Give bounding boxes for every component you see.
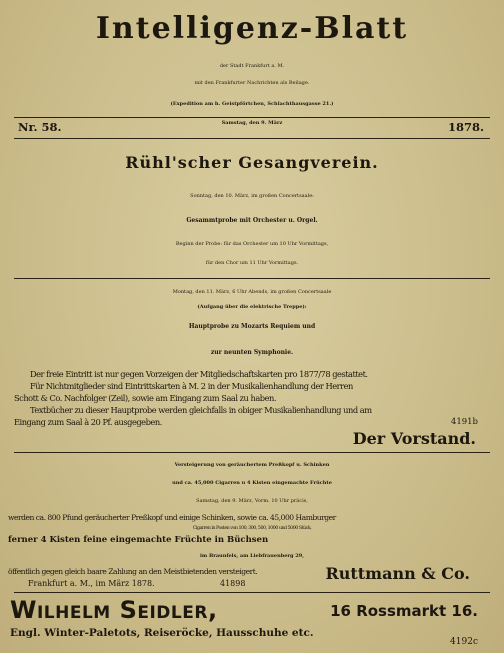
masthead-title: Intelligenz-Blatt: [95, 11, 409, 46]
divider: [14, 278, 490, 279]
ad2-signature: Der Vorstand.: [352, 429, 476, 448]
ad2-line3: Hauptprobe zu Mozarts Requiem und: [188, 323, 316, 330]
ad2-paragraph-3: Schott & Co. Nachfolger (Zeil), sowie am Eingang zum Saal zu haben.: [14, 393, 276, 403]
ad3-line7: im Braunfels, am Liebfrauenberg 29,: [200, 553, 304, 559]
ad3-line5: Cigarren in Posten von 100, 300, 500, 1000 und 5000 Stück,: [192, 526, 312, 531]
ad1-line2: Gesammtprobe mit Orchester u. Orgel.: [186, 217, 318, 224]
masthead-supplement: mit den Frankfurter Nachrichten als Beilage.: [194, 80, 310, 86]
ad2-paragraph-2: Für Nichtmitglieder sind Eintrittskarten à M. 2 in der Musikalienhandlung der Herren: [30, 381, 353, 391]
ad4-ref: 4192c: [450, 637, 478, 647]
ad2-line2: (Aufgang über die elektrische Treppe):: [197, 304, 307, 310]
masthead-expedition: (Expedition am h. Geistpförtchen, Schlachthausgasse 21.): [170, 101, 334, 107]
ad4-goods: Engl. Winter-Paletots, Reiseröcke, Hausschuhe etc.: [10, 627, 314, 639]
ad3-ref: 41898: [220, 579, 246, 588]
ad3-auctioneer: Ruttmann & Co.: [325, 564, 470, 583]
ad1-line1: Sonntag, den 10. März, im großen Concertsaale:: [190, 193, 314, 199]
divider: [14, 138, 490, 139]
ad1-line4: für den Chor um 11 Uhr Vormittags.: [205, 260, 299, 266]
ad2-paragraph-1: Der freie Eintritt ist nur gegen Vorzeigen der Mitgliedschaftskarten pro 1877/78 gestattet.: [30, 369, 368, 379]
masthead-subtitle: der Stadt Frankfurt a. M.: [219, 63, 285, 69]
divider: [14, 452, 490, 453]
ad1-title: Rühl'scher Gesangverein.: [125, 153, 379, 172]
issue-number: Nr. 58.: [18, 120, 62, 134]
ad4-name: Wilhelm Seidler,: [10, 596, 218, 624]
ad2-paragraph-4: Textbücher zu dieser Hauptprobe werden gleichfalls in obiger Musikalienhandlung und am: [30, 405, 372, 415]
ad3-line1: Versteigerung von geräuchertem Preßkopf u. Schinken: [174, 462, 330, 468]
ad3-line4: werden ca. 800 Pfund geräucherter Preßkopf und einige Schinken, sowie ca. 45,000 Hamburger: [8, 513, 336, 522]
ad1-line3: Beginn der Probe: für das Orchester um 10 Uhr Vormittags,: [175, 241, 329, 247]
issue-date: Samstag, den 9. März: [221, 120, 283, 126]
ad3-line3: Samstag, den 9. März, Vorm. 10 Uhr präcis,: [196, 498, 308, 504]
issue-year: 1878.: [447, 120, 484, 134]
ad3-line6: ferner 4 Kisten feine eingemachte Früchte in Büchsen: [8, 535, 269, 545]
ad2-paragraph-5: Eingang zum Saal à 20 Pf. ausgegeben.: [14, 417, 162, 427]
divider: [14, 592, 490, 593]
ad3-line8: öffentlich gegen gleich baare Zahlung an den Meistbietenden versteigert.: [8, 567, 258, 576]
ad2-ref: 4191b: [450, 417, 478, 427]
ad3-place-date: Frankfurt a. M., im März 1878.: [28, 579, 155, 588]
ad3-line2: und ca. 45,000 Cigarren u 4 Kisten eingemachte Früchte: [172, 480, 332, 486]
ad2-line1: Montag, den 11. März, 6 Uhr Abends, im großen Concertsaale: [172, 289, 332, 295]
ad4-address: 16 Rossmarkt 16.: [330, 602, 478, 620]
ad2-line4: zur neunten Symphonie.: [210, 349, 294, 356]
divider: [14, 117, 490, 118]
